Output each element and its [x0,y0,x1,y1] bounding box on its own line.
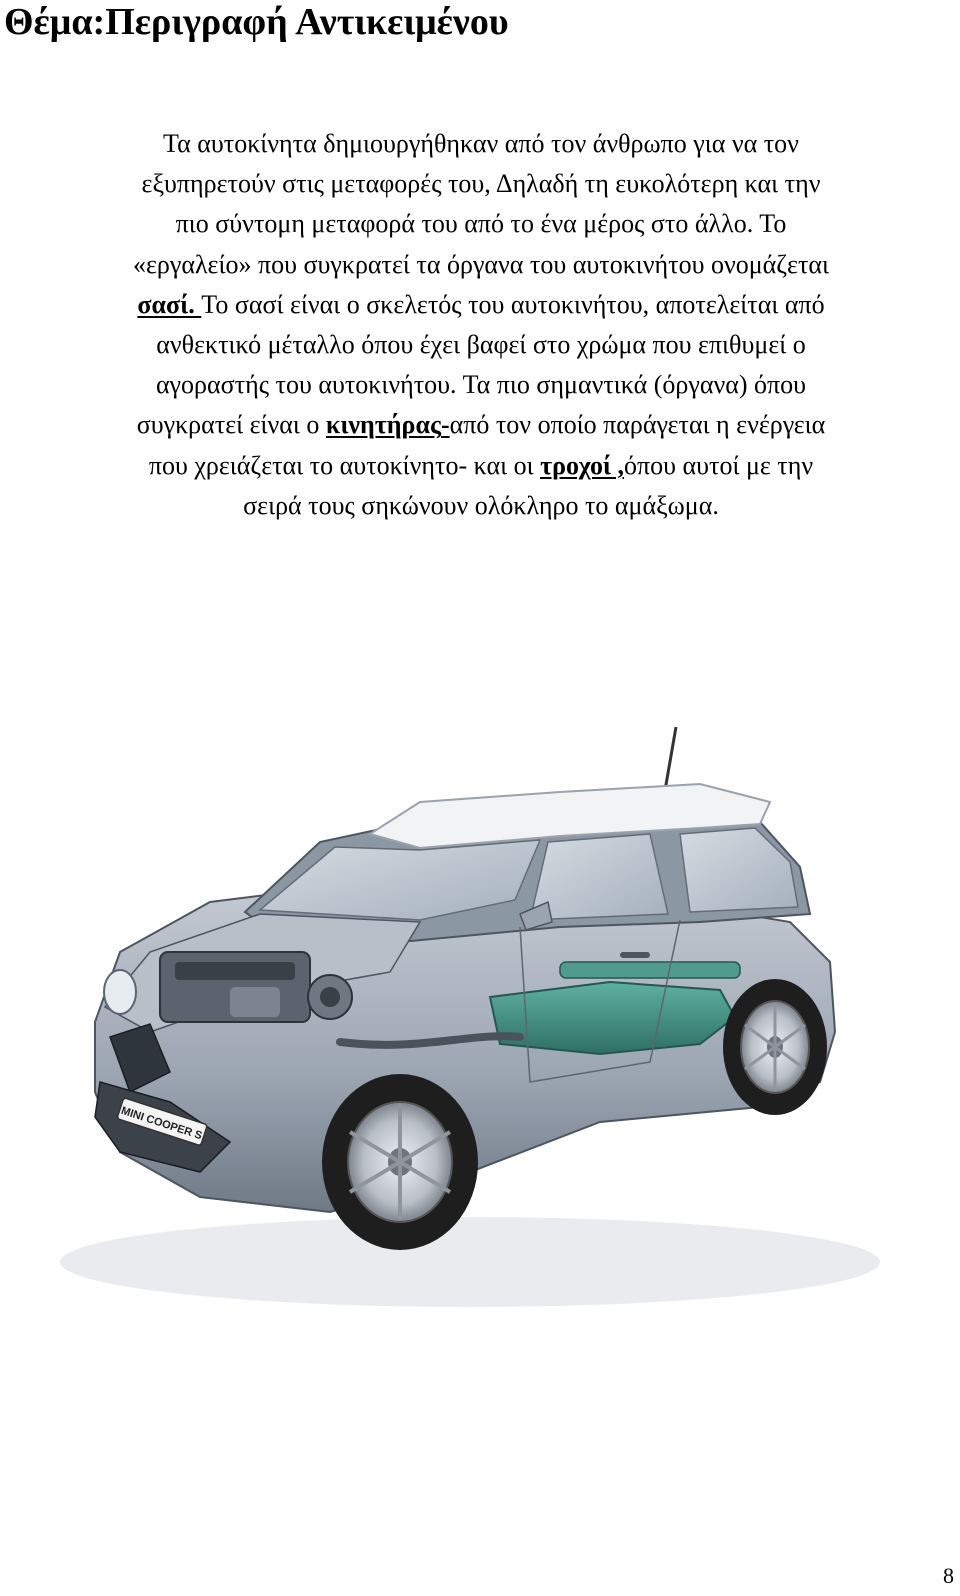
text-line [8,446,954,486]
text-line: ανθεκτικό μέταλλο όπου έχει βαφεί στο χρώμα που επιθυμεί ο [156,330,806,360]
text-segment: που χρειάζεται το αυτοκίνητο- και οι [148,450,541,480]
side-window-front [530,834,668,920]
keyword-engine: κινητήρας- [325,410,450,440]
text-line: αγοραστής του αυτοκινήτου. Τα πιο σημαντικά (όργανα) όπου [155,370,807,400]
plate-text: MINI COOPER S [119,1104,204,1143]
text-segment: όπου αυτοί με την [624,450,814,480]
text-line: πιο σύντομη μεταφορά του από το ένα μέρος στο άλλο. Το [175,209,787,239]
body-paragraph [8,124,954,526]
text-line [8,285,954,325]
text-segment: συγκρατεί είναι ο [136,410,326,440]
rear-wheel [723,979,827,1115]
chassis-beam [560,962,740,978]
car-cutaway-illustration [0,652,930,1352]
side-window-rear [680,828,798,912]
text-line: σειρά τους σηκώνουν ολόκληρο το αμάξωμα. [243,490,719,520]
text-line: Τα αυτοκίνητα δημιουργήθηκαν από τον άνθρωπο για να τον [163,129,799,158]
text-line: εξυπηρετούν στις μεταφορές του, Δηλαδή τη ευκολότερη και την [141,169,821,199]
ground-shadow [60,1217,880,1307]
car-cutaway-svg [0,652,930,1352]
front-wheel [322,1074,478,1250]
keyword-chassis: σασί. [137,289,202,319]
text-segment: Το σασί είναι ο σκελετός του αυτοκινήτου, αποτελείται από [201,289,825,319]
door-handle [620,952,650,958]
text-segment: από τον οποίο παράγεται η ενέργεια [449,410,826,440]
text-line [8,405,954,445]
keyword-wheels: τροχοί , [540,450,625,480]
text-line: «εργαλείο» που συγκρατεί τα όργανα του αυτοκινήτου ονομάζεται [132,249,830,279]
page-number: 8 [943,1563,954,1588]
page-title: Θέμα:Περιγραφή Αντικειμένου [4,1,509,43]
headlight [104,970,136,1014]
